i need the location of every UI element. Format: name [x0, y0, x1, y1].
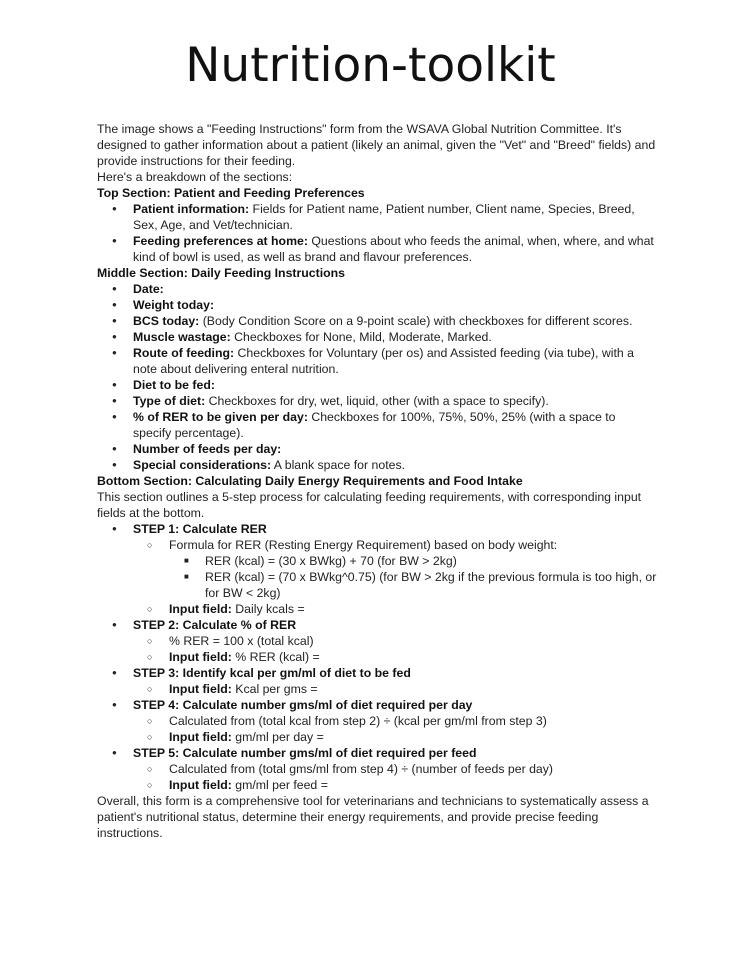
step-label: STEP 4: Calculate number gms/ml of diet required per day	[133, 698, 473, 712]
middle-section-list	[97, 281, 657, 473]
input-field-label: Input field:	[169, 682, 232, 696]
step-sublist	[133, 761, 657, 793]
step-label: STEP 1: Calculate RER	[133, 522, 267, 536]
item-label: Feeding preferences at home:	[133, 234, 308, 248]
bottom-section-heading: Bottom Section: Calculating Daily Energy Requirements and Food Intake	[97, 474, 523, 488]
input-field-label: Input field:	[169, 730, 232, 744]
page-title: Nutrition-toolkit	[185, 38, 556, 93]
step-sublist	[133, 633, 657, 665]
list-item	[97, 297, 657, 313]
sub-item: ○ Calculated from (total gms/ml from step 4) ÷ (number of feeds per day)	[133, 761, 657, 777]
sub-item-text: Formula for RER (Resting Energy Requirement) based on body weight:	[169, 538, 558, 552]
item-label: BCS today:	[133, 314, 200, 328]
list-item	[97, 281, 657, 297]
input-field-text: gm/ml per feed =	[231, 778, 328, 792]
item-label: Muscle wastage:	[133, 330, 231, 344]
item-text: Checkboxes for None, Mild, Moderate, Marked.	[230, 330, 492, 344]
step-label: STEP 5: Calculate number gms/ml of diet required per feed	[133, 746, 477, 760]
list-item	[97, 441, 657, 457]
item-text: Checkboxes for Voluntary (per os) and Assisted feeding (via tube), with a note about delivering enteral nutrition.	[133, 346, 634, 376]
list-item	[97, 377, 657, 393]
sub-item	[133, 777, 657, 793]
list-item	[97, 201, 657, 233]
item-label: Date:	[133, 282, 164, 296]
item-label: Patient information:	[133, 202, 250, 216]
item-label: Type of diet:	[133, 394, 206, 408]
item-label: Weight today:	[133, 298, 215, 312]
step-sublist	[133, 537, 657, 617]
step-item	[97, 617, 657, 665]
step-item	[97, 697, 657, 745]
item-label: Route of feeding:	[133, 346, 235, 360]
list-item	[97, 345, 657, 377]
item-text: A blank space for notes.	[271, 458, 406, 472]
input-field-label: Input field:	[169, 650, 232, 664]
top-section-heading: Top Section: Patient and Feeding Preferences	[97, 186, 365, 200]
item-label: % of RER to be given per day:	[133, 410, 308, 424]
top-section-list	[97, 201, 657, 265]
item-text: Questions about who feeds the animal, when, where, and what kind of bowl is used, as well as brand and flavour preferences.	[133, 234, 654, 264]
input-field-text: Kcal per gms =	[231, 682, 318, 696]
step-item	[97, 745, 657, 793]
conclusion-paragraph: Overall, this form is a comprehensive tool for veterinarians and technicians to systematically assess a patient's nutritional status, determine their energy requirements, and provide precise feeding instructions.	[97, 794, 649, 840]
sub-item	[133, 681, 657, 697]
item-text: Checkboxes for dry, wet, liquid, other (with a space to specify).	[205, 394, 549, 408]
input-field-text: % RER (kcal) =	[231, 650, 320, 664]
step-sublist	[133, 681, 657, 697]
list-item	[97, 393, 657, 409]
step-sublist	[133, 713, 657, 745]
list-item	[97, 457, 657, 473]
step-item	[97, 521, 657, 617]
input-field-label: Input field:	[169, 778, 232, 792]
list-item	[97, 313, 657, 329]
input-field-text: Daily kcals =	[231, 602, 305, 616]
middle-section-heading: Middle Section: Daily Feeding Instructions	[97, 266, 346, 280]
list-item	[97, 329, 657, 345]
formula-list	[169, 553, 657, 601]
formula-item: ■ RER (kcal) = (70 x BWkg^0.75) (for BW > 2kg if the previous formula is too high, or for BW < 2kg)	[169, 569, 657, 601]
bottom-section-intro: This section outlines a 5-step process for calculating feeding requirements, with corresponding input fields at the bottom.	[97, 490, 642, 520]
document-body	[97, 121, 657, 841]
step-label: STEP 2: Calculate % of RER	[133, 618, 297, 632]
sub-item: ○ % RER = 100 x (total kcal)	[133, 633, 657, 649]
item-label: Special considerations:	[133, 458, 272, 472]
sub-item	[133, 729, 657, 745]
item-text: Checkboxes for 100%, 75%, 50%, 25% (with a space to specify percentage).	[133, 410, 616, 440]
item-label: Diet to be fed:	[133, 378, 215, 392]
input-field-text: gm/ml per day =	[231, 730, 324, 744]
sub-item: ○ Calculated from (total kcal from step 2) ÷ (kcal per gm/ml from step 3)	[133, 713, 657, 729]
sub-item	[133, 649, 657, 665]
step-item	[97, 665, 657, 697]
item-text: (Body Condition Score on a 9-point scale) with checkboxes for different scores.	[199, 314, 633, 328]
intro-breakdown: Here's a breakdown of the sections:	[97, 170, 293, 184]
step-label: STEP 3: Identify kcal per gm/ml of diet to be fed	[133, 666, 411, 680]
item-label: Number of feeds per day:	[133, 442, 282, 456]
sub-item	[133, 537, 657, 601]
list-item	[97, 409, 657, 441]
formula-item: ■ RER (kcal) = (30 x BWkg) + 70 (for BW > 2kg)	[169, 553, 657, 569]
sub-item	[133, 601, 657, 617]
input-field-label: Input field:	[169, 602, 232, 616]
steps-list	[97, 521, 657, 793]
item-text: Fields for Patient name, Patient number, Client name, Species, Breed, Sex, Age, and Vet/technician.	[133, 202, 635, 232]
list-item	[97, 233, 657, 265]
intro-paragraph: The image shows a "Feeding Instructions" form from the WSAVA Global Nutrition Committee. It's designed to gather information about a patient (likely an animal, given the "Vet" and "Breed" fields) and provide instructions for their feeding.	[97, 122, 656, 168]
